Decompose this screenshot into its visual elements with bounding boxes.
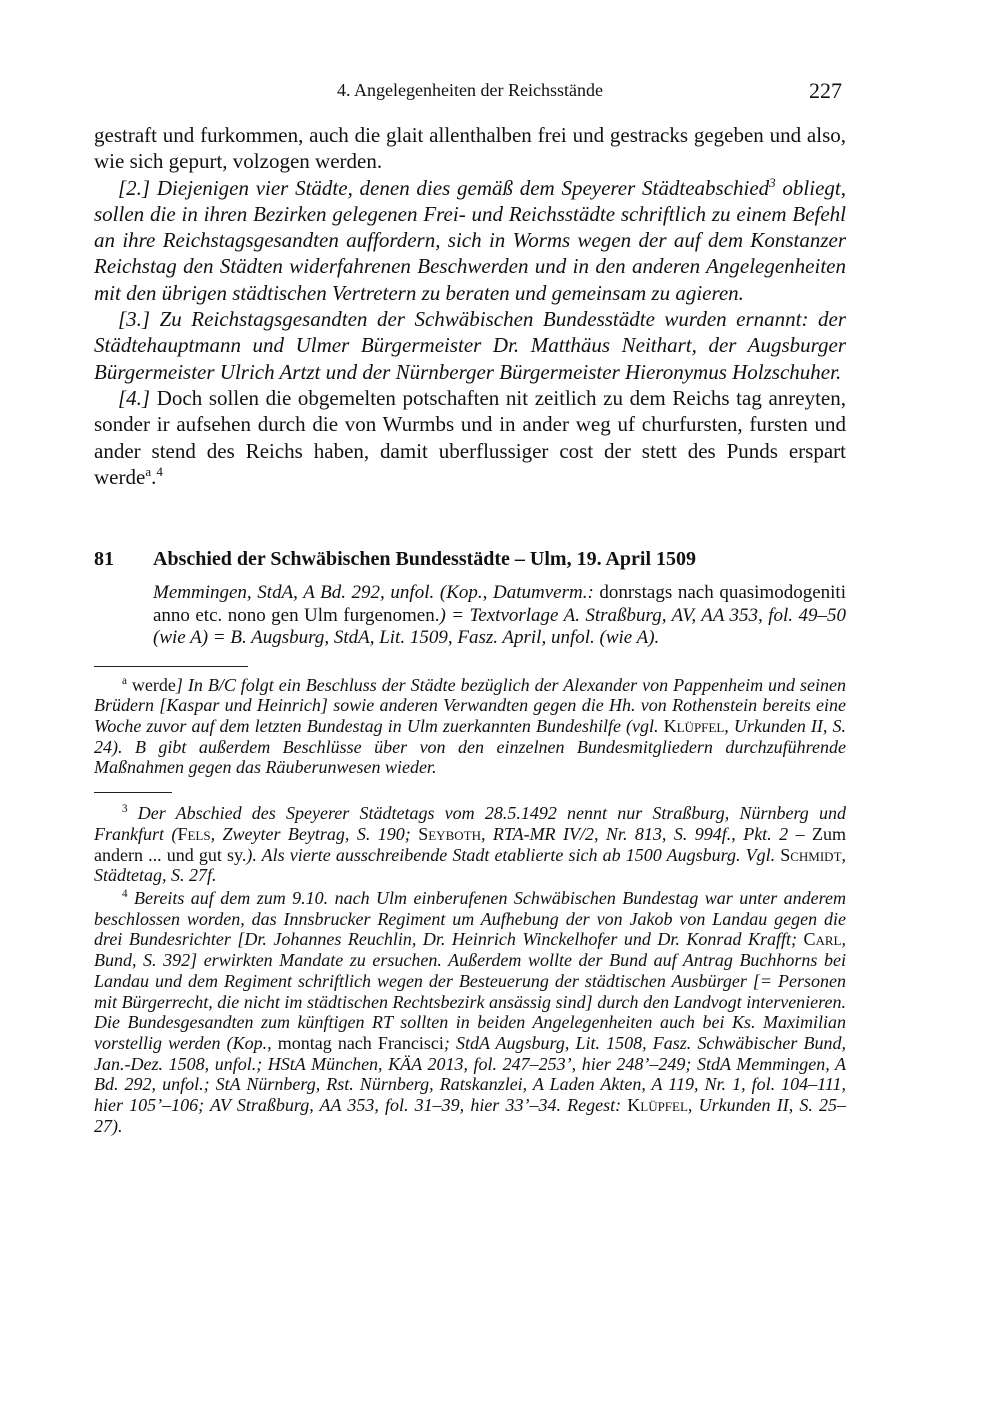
source-part-3: ) = Textvorlage A. Straßburg, AV, AA 353, fol. 49–50 (wie A) = B. Augsburg, StdA, Lit. 1509, Fasz. April, unfol. (wie A). <box>153 604 846 649</box>
document-page <box>94 78 846 1136</box>
paragraph-4-text: Doch sollen die obgemelten potschaften nit zeitlich zu dem Reichs tag anreyten, sonder ir aufsehen durch die von Wurmbs und in ander weg uf churfursten, fursten und ander stend des Reichs haben, damit uberflussiger cost der stett des Punds erspart werde <box>94 385 846 489</box>
footnote-4-mark: 4 <box>122 887 128 900</box>
paragraph-2 <box>94 175 846 306</box>
paragraph-3: [3.] Zu Reichstagsgesandten der Schwäbischen Bundesstädte wurden ernannt: der Städtehauptmann und Ulmer Bürgermeister Dr. Matthäus Neithart, der Augsburger Bürgermeister Ulrich Artzt und der Nürnberger Bürgermeister Hieronymus Holzschuher. <box>94 307 846 384</box>
footnote-a-text-1: ] In B/C folgt ein Beschluss der Städte bezüglich der Alexander von Pappenheim und seinen Brüdern [Kaspar und Heinrich] sowie anderen Verwandten gegen die Hh. von Rothenstein bereits eine Woche zuvor auf dem letzten Bundestag in Ulm zuerkannten Bundeshilfe (vgl. <box>94 674 846 737</box>
footnote-3-text-3: , RTA-MR IV/2, Nr. 813, S. 994f., Pkt. 2 – <box>480 823 813 844</box>
footnote-a-text-2: , Urkunden II, S. 24). B gibt außerdem Beschlüsse über von den einzelnen Bundesmitgliedern durchzuführende Maßnahmen gegen das Räuberunwesen wieder. <box>94 716 846 778</box>
footnote-4 <box>94 888 846 1136</box>
footnote-4-text-4: , Urkunden II, S. 25–27). <box>94 1095 846 1136</box>
footnote-4-text-3: ; StdA Augsburg, Lit. 1508, Fasz. Schwäbischer Bund, Jan.-Dez. 1508, unfol.; HStA München, KÄA 2013, fol. 247–253’, hier 248’–249; StdA Memmingen, A Bd. 292, unfol.; StA Nürnberg, Rst. Nürnberg, Ratskanzlei, A Laden Akten, A 119, Nr. 1, fol. 104–111, hier 105’–106; AV Straßburg, AA 353, fol. 31–39, hier 33’–34. Regest: <box>94 1032 846 1116</box>
footnote-ref-a: a <box>145 463 152 479</box>
page-number: 227 <box>809 78 842 103</box>
footnote-divider-numbers <box>94 792 172 793</box>
document-number: 81 <box>94 548 114 571</box>
paragraph-2-text: [2.] Diejenigen vier Städte, denen dies gemäß dem Speyerer Städteabschied <box>118 175 770 200</box>
footnote-3 <box>94 803 846 886</box>
paragraph-2-rest: obliegt, sollen die in ihren Bezirken gelegenen Frei- und Reichsstädte schriftlich zu einem Befehl an ihre Reichstagsgesandten auffordern, sich in Worms wegen der auf dem Konstanzer Reichstag den Städten widerfahrenen Beschwerden und in den anderen Angelegenheiten mit den übrigen städtischen Vertretern zu beraten und gemeinsam zu agieren. <box>94 175 846 305</box>
document-title: Abschied der Schwäbischen Bundesstädte – Ulm, 19. April 1509 <box>153 548 697 571</box>
footnote-3-text-2: , Zweyter Beytrag, S. 190; <box>210 823 419 844</box>
paragraph-4 <box>94 385 846 490</box>
footnote-3-quote: Zum andern ... und gut sy. <box>94 823 847 865</box>
footnote-3-text-4: ). Als vierte ausschreibende Stadt etablierte sich ab 1500 Augsburg. Vgl. <box>246 844 781 865</box>
letter-footnotes <box>94 675 846 779</box>
footnote-a-mark: a <box>122 674 127 687</box>
footnote-4-text-1: Bereits auf dem zum 9.10. nach Ulm einberufenen Schwäbischen Bundestag war unter anderem beschlossen worden, das Innsbrucker Regiment um Aufhebung der von Jakob von Landau gegen die drei Bundesrichter [Dr. Johannes Reuchlin, Dr. Heinrich Winckelhofer und Dr. Konrad Krafft; <box>94 887 846 950</box>
paragraph-4-end: . <box>151 464 157 489</box>
paragraph-4-number: [4.] <box>118 385 151 410</box>
footnote-3-author-3: Schmidt <box>780 844 842 865</box>
footnote-3-text-1: Der Abschied des Speyerer Städtetags vom 28.5.1492 nennt nur Straßburg, Nürnberg und Frankfurt ( <box>94 803 846 844</box>
main-text <box>94 122 846 490</box>
footnote-4-quote: montag nach Francisci <box>277 1032 444 1053</box>
footnote-4-author-2: Klüpfel <box>627 1095 688 1116</box>
footnote-3-text-5: , Städtetag, S. 27f. <box>94 844 847 886</box>
footnote-4-text-2: , Bund, S. 392] erwirkten Mandate zu ersuchen. Außerdem wollte der Bund auf Antrag Buchhorns bei Landau und dem Regiment schriftlich wegen der Besteuerung der städtischen Ausbürger [= Personen mit Bürgerrecht, die nicht im städtischen Rechtsbezirk ansässig sind] durch den Landvogt intervenieren. Die Bundesgesandten zum künftigen RT sollten in beiden Angelegenheiten auch bei Ks. Maximilian vorstellig werden (Kop., <box>94 929 846 1053</box>
running-title: 4. Angelegenheiten der Reichsstände <box>337 80 603 100</box>
document-heading <box>94 546 846 572</box>
document-entry <box>94 546 846 650</box>
numbered-footnotes <box>94 803 846 1136</box>
footnote-a-lemma: werde <box>126 674 176 695</box>
document-source <box>153 582 846 650</box>
footnote-3-mark: 3 <box>122 803 128 816</box>
footnote-a-author: Klüpfel <box>663 716 725 737</box>
footnote-a <box>94 675 846 779</box>
running-header <box>94 78 846 108</box>
paragraph-1: gestraft und furkommen, auch die glait allenthalben frei und gestracks gegeben und also, wie sich gepurt, volzogen werden. <box>94 123 846 174</box>
footnote-ref-4: 4 <box>156 463 163 479</box>
footnote-3-author-2: Seyboth <box>418 823 481 844</box>
source-part-1: Memmingen, StdA, A Bd. 292, unfol. (Kop., Datumverm.: <box>153 582 600 604</box>
footnote-divider-letters <box>94 666 248 667</box>
footnote-3-author-1: Fels <box>177 823 211 844</box>
footnote-ref-3: 3 <box>769 174 776 190</box>
footnote-4-author-1: Carl <box>803 929 842 950</box>
source-quote: donrstags nach quasimodogeniti anno etc. nono gen Ulm furgenomen. <box>153 582 846 626</box>
